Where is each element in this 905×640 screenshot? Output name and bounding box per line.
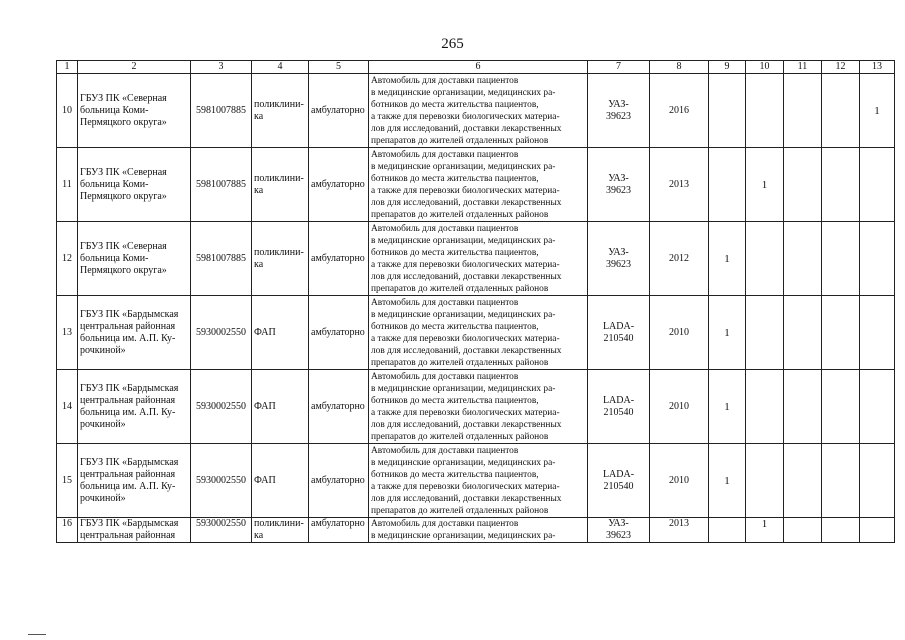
- page-number: 265: [441, 36, 464, 52]
- col-13-value: [860, 444, 895, 518]
- care-mode: амбулаторно: [309, 296, 369, 370]
- col-12-value: [822, 222, 860, 296]
- care-mode: амбулаторно: [309, 518, 369, 543]
- col-10-value: 1: [746, 148, 784, 222]
- registry-table: [56, 60, 895, 543]
- vehicle-purpose: Автомобиль для доставки пациентов в медицинские организации, медицинских ра-: [369, 518, 588, 543]
- vehicle-purpose: Автомобиль для доставки пациентов в медицинские организации, медицинских ра- ботников до места жительства пациентов, а также для перевозки биологических материа- лов для исследований, доставки лекарственных препаратов до жителей отдаленных районов: [369, 296, 588, 370]
- organization-name: ГБУЗ ПК «Бардымская центральная районная больница им. А.П. Ку- рочкиной»: [78, 370, 191, 444]
- vehicle-model: УАЗ- 39623: [588, 148, 650, 222]
- unit-type: поликлини- ка: [252, 518, 309, 543]
- col-9-value: 1: [709, 370, 746, 444]
- organization-name: ГБУЗ ПК «Северная больница Коми- Пермяцкого округа»: [78, 148, 191, 222]
- page-edge-mark: [28, 634, 46, 635]
- vehicle-model: УАЗ- 39623: [588, 222, 650, 296]
- col-10-value: 1: [746, 518, 784, 543]
- col-11-value: [784, 444, 822, 518]
- vehicle-purpose: Автомобиль для доставки пациентов в медицинские организации, медицинских ра- ботников до места жительства пациентов, а также для перевозки биологических материа- лов для исследований, доставки лекарственных препаратов до жителей отдаленных районов: [369, 370, 588, 444]
- inn-code: 5930002550: [191, 370, 252, 444]
- row-number: 10: [57, 74, 78, 148]
- care-mode: амбулаторно: [309, 370, 369, 444]
- care-mode: амбулаторно: [309, 148, 369, 222]
- column-header-row: [57, 61, 895, 74]
- vehicle-year: 2010: [650, 444, 709, 518]
- col-11-value: [784, 148, 822, 222]
- vehicle-model: LADA- 210540: [588, 296, 650, 370]
- row-number: 11: [57, 148, 78, 222]
- column-header: 3: [191, 61, 252, 74]
- inn-code: 5930002550: [191, 444, 252, 518]
- vehicle-year: 2013: [650, 148, 709, 222]
- column-header: 7: [588, 61, 650, 74]
- column-header: 4: [252, 61, 309, 74]
- table-row: [57, 444, 895, 518]
- column-header: 6: [369, 61, 588, 74]
- col-9-value: 1: [709, 222, 746, 296]
- row-number: 15: [57, 444, 78, 518]
- organization-name: ГБУЗ ПК «Бардымская центральная районная больница им. А.П. Ку- рочкиной»: [78, 296, 191, 370]
- col-10-value: [746, 222, 784, 296]
- vehicle-model: LADA- 210540: [588, 370, 650, 444]
- col-9-value: 1: [709, 296, 746, 370]
- unit-type: поликлини- ка: [252, 222, 309, 296]
- inn-code: 5930002550: [191, 518, 252, 543]
- column-header: 11: [784, 61, 822, 74]
- col-12-value: [822, 148, 860, 222]
- col-11-value: [784, 222, 822, 296]
- column-header: 12: [822, 61, 860, 74]
- column-header: 9: [709, 61, 746, 74]
- col-13-value: [860, 370, 895, 444]
- table-row: [57, 148, 895, 222]
- vehicle-purpose: Автомобиль для доставки пациентов в медицинские организации, медицинских ра- ботников до места жительства пациентов, а также для перевозки биологических материа- лов для исследований, доставки лекарственных препаратов до жителей отдаленных районов: [369, 444, 588, 518]
- inn-code: 5981007885: [191, 148, 252, 222]
- unit-type: ФАП: [252, 296, 309, 370]
- organization-name: ГБУЗ ПК «Бардымская центральная районная: [78, 518, 191, 543]
- col-9-value: [709, 518, 746, 543]
- vehicle-year: 2016: [650, 74, 709, 148]
- care-mode: амбулаторно: [309, 222, 369, 296]
- col-11-value: [784, 370, 822, 444]
- column-header: 1: [57, 61, 78, 74]
- column-header: 8: [650, 61, 709, 74]
- column-header: 2: [78, 61, 191, 74]
- unit-type: поликлини- ка: [252, 148, 309, 222]
- organization-name: ГБУЗ ПК «Северная больница Коми- Пермяцкого округа»: [78, 74, 191, 148]
- organization-name: ГБУЗ ПК «Бардымская центральная районная больница им. А.П. Ку- рочкиной»: [78, 444, 191, 518]
- unit-type: поликлини- ка: [252, 74, 309, 148]
- col-12-value: [822, 370, 860, 444]
- table-row: [57, 74, 895, 148]
- row-number: 16: [57, 518, 78, 543]
- inn-code: 5930002550: [191, 296, 252, 370]
- row-number: 14: [57, 370, 78, 444]
- col-12-value: [822, 444, 860, 518]
- col-10-value: [746, 444, 784, 518]
- col-11-value: [784, 296, 822, 370]
- vehicle-year: 2012: [650, 222, 709, 296]
- vehicle-purpose: Автомобиль для доставки пациентов в медицинские организации, медицинских ра- ботников до места жительства пациентов, а также для перевозки биологических материа- лов для исследований, доставки лекарственных препаратов до жителей отдаленных районов: [369, 74, 588, 148]
- col-10-value: [746, 296, 784, 370]
- col-10-value: [746, 74, 784, 148]
- vehicle-purpose: Автомобиль для доставки пациентов в медицинские организации, медицинских ра- ботников до места жительства пациентов, а также для перевозки биологических материа- лов для исследований, доставки лекарственных препаратов до жителей отдаленных районов: [369, 148, 588, 222]
- column-header: 5: [309, 61, 369, 74]
- care-mode: амбулаторно: [309, 74, 369, 148]
- col-12-value: [822, 74, 860, 148]
- col-9-value: [709, 74, 746, 148]
- table-row: [57, 370, 895, 444]
- vehicle-year: 2013: [650, 518, 709, 543]
- organization-name: ГБУЗ ПК «Северная больница Коми- Пермяцкого округа»: [78, 222, 191, 296]
- col-9-value: [709, 148, 746, 222]
- vehicle-model: УАЗ- 39623: [588, 74, 650, 148]
- table-row: [57, 296, 895, 370]
- row-number: 13: [57, 296, 78, 370]
- col-13-value: [860, 518, 895, 543]
- inn-code: 5981007885: [191, 74, 252, 148]
- table-row: [57, 518, 895, 543]
- col-13-value: [860, 222, 895, 296]
- unit-type: ФАП: [252, 444, 309, 518]
- vehicle-purpose: Автомобиль для доставки пациентов в медицинские организации, медицинских ра- ботников до места жительства пациентов, а также для перевозки биологических материа- лов для исследований, доставки лекарственных препаратов до жителей отдаленных районов: [369, 222, 588, 296]
- col-9-value: 1: [709, 444, 746, 518]
- col-11-value: [784, 518, 822, 543]
- column-header: 13: [860, 61, 895, 74]
- vehicle-model: LADA- 210540: [588, 444, 650, 518]
- col-13-value: 1: [860, 74, 895, 148]
- col-11-value: [784, 74, 822, 148]
- column-header: 10: [746, 61, 784, 74]
- col-12-value: [822, 518, 860, 543]
- inn-code: 5981007885: [191, 222, 252, 296]
- vehicle-year: 2010: [650, 370, 709, 444]
- col-12-value: [822, 296, 860, 370]
- col-13-value: [860, 296, 895, 370]
- col-10-value: [746, 370, 784, 444]
- care-mode: амбулаторно: [309, 444, 369, 518]
- col-13-value: [860, 148, 895, 222]
- vehicle-year: 2010: [650, 296, 709, 370]
- row-number: 12: [57, 222, 78, 296]
- unit-type: ФАП: [252, 370, 309, 444]
- vehicle-model: УАЗ- 39623: [588, 518, 650, 543]
- table-row: [57, 222, 895, 296]
